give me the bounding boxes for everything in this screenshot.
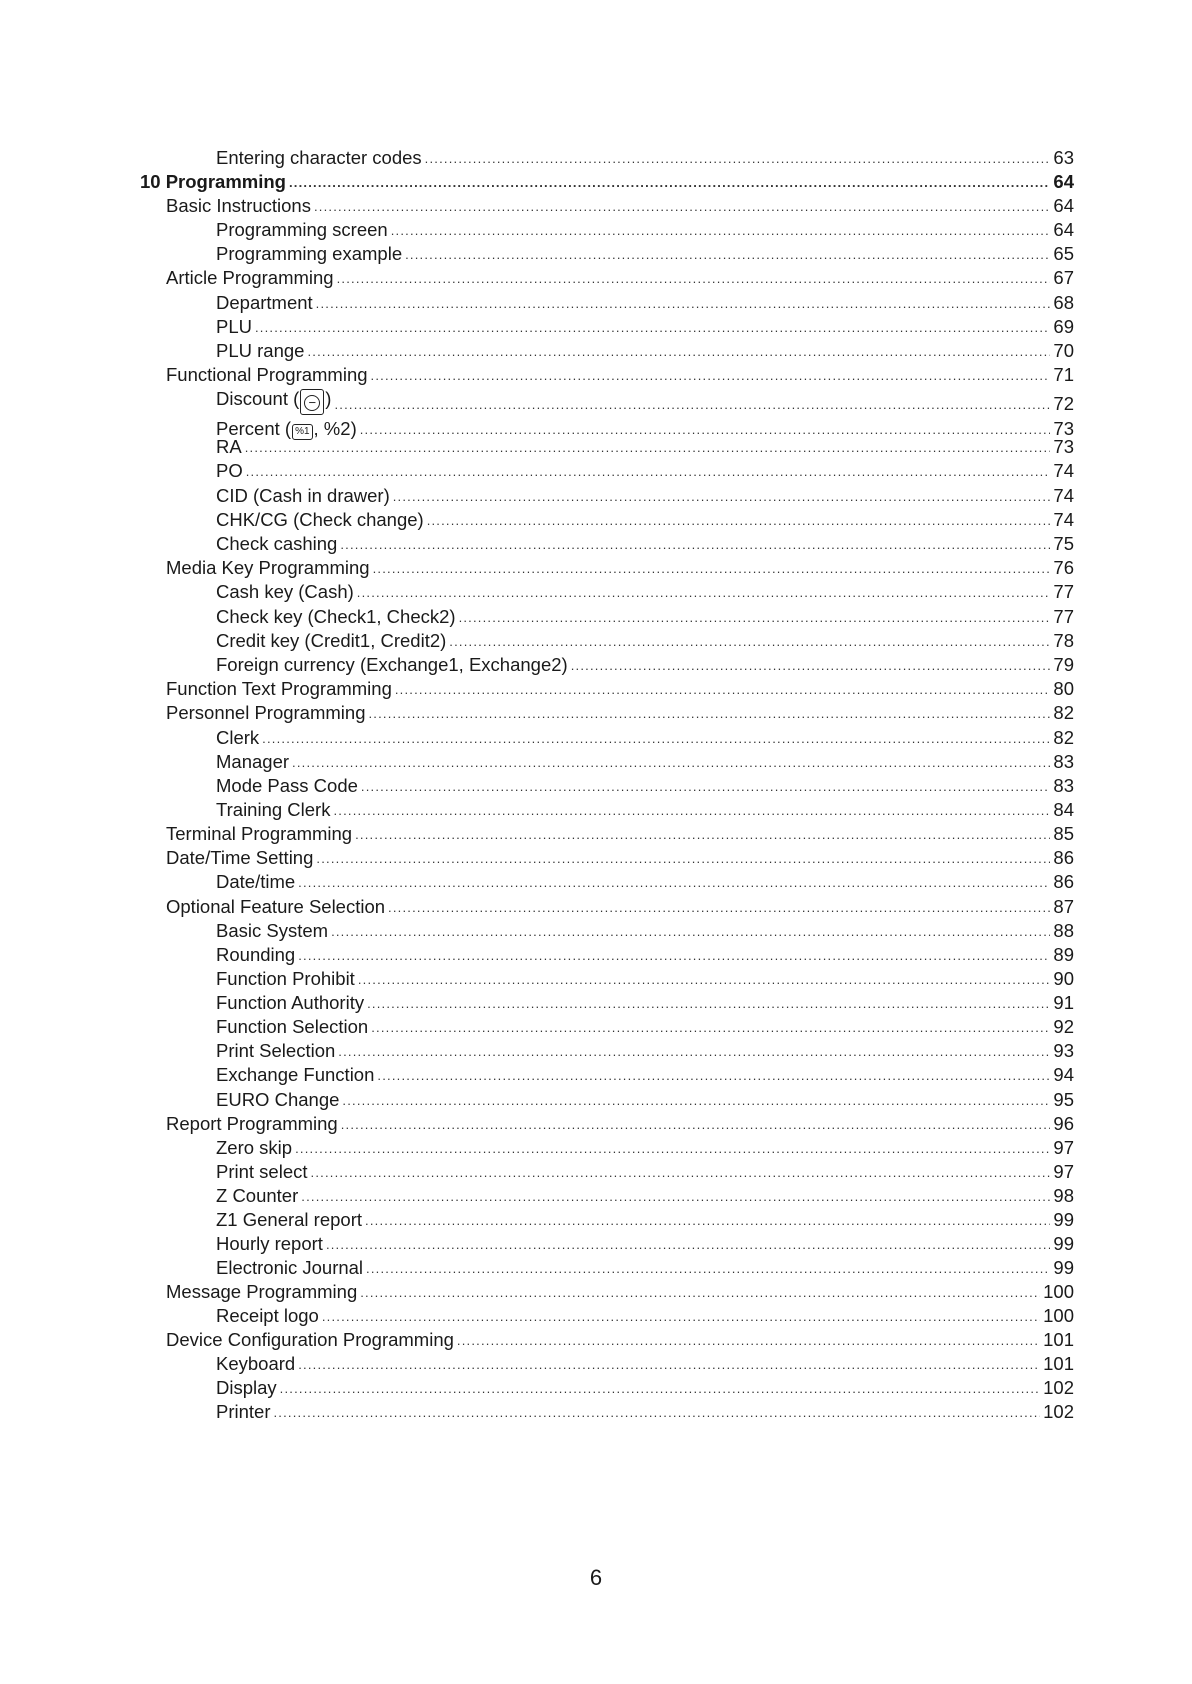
toc-entry bbox=[216, 1181, 1074, 1207]
toc-entry-title: Cash key (Cash) bbox=[216, 581, 354, 602]
toc-entry-page: 99 bbox=[1053, 1233, 1074, 1254]
toc-entry-title: Entering character codes bbox=[216, 147, 422, 168]
toc-entry-page: 91 bbox=[1053, 992, 1074, 1013]
toc-entry bbox=[216, 1133, 1074, 1159]
toc-entry-title: Manager bbox=[216, 751, 290, 772]
dot-leader bbox=[334, 397, 1050, 415]
toc-entry bbox=[216, 1060, 1074, 1086]
toc-entry bbox=[216, 626, 1074, 652]
toc-entry bbox=[166, 360, 1074, 386]
toc-entry-page: 72 bbox=[1053, 393, 1074, 414]
toc-entry-page: 75 bbox=[1053, 533, 1074, 554]
toc-entry-page: 79 bbox=[1053, 654, 1074, 675]
toc-entry-title: Print Selection bbox=[216, 1040, 336, 1061]
toc-entry-title: Mode Pass Code bbox=[216, 775, 358, 796]
toc-entry-title: Receipt logo bbox=[216, 1305, 319, 1326]
toc-entry bbox=[166, 698, 1074, 724]
toc-entry-page: 85 bbox=[1053, 823, 1074, 844]
toc-entry-title: Hourly report bbox=[216, 1233, 323, 1254]
toc-entry-page: 82 bbox=[1053, 702, 1074, 723]
toc-entry-page: 82 bbox=[1053, 727, 1074, 748]
toc-entry-page: 73 bbox=[1053, 418, 1074, 439]
toc-entry bbox=[216, 1036, 1074, 1062]
toc-entry-page: 96 bbox=[1053, 1113, 1074, 1134]
toc-entry-page: 94 bbox=[1053, 1064, 1074, 1085]
toc-entry-title: Zero skip bbox=[216, 1137, 293, 1158]
toc-entry bbox=[216, 143, 1074, 169]
toc-entry-title: Report Programming bbox=[166, 1113, 338, 1134]
toc-entry bbox=[166, 1277, 1074, 1303]
toc-entry-title: CID (Cash in drawer) bbox=[216, 485, 390, 506]
toc-entry bbox=[166, 191, 1074, 217]
toc-entry-page: 71 bbox=[1053, 364, 1074, 385]
page-number: 6 bbox=[589, 1565, 603, 1590]
toc-entry-title: Credit key (Credit1, Credit2) bbox=[216, 630, 447, 651]
toc-entry bbox=[216, 1253, 1074, 1279]
toc-entry-page: 99 bbox=[1053, 1209, 1074, 1230]
toc-entry-page: 73 bbox=[1053, 436, 1074, 457]
toc-entry-page: 77 bbox=[1053, 606, 1074, 627]
toc-entry-page: 99 bbox=[1053, 1257, 1074, 1278]
toc-entry bbox=[216, 1301, 1074, 1327]
toc-entry bbox=[166, 263, 1074, 289]
toc-entry bbox=[216, 723, 1074, 749]
toc-entry-page: 98 bbox=[1053, 1185, 1074, 1206]
toc-entry bbox=[166, 892, 1074, 918]
toc-entry bbox=[216, 1012, 1074, 1038]
toc-entry-page: 64 bbox=[1053, 195, 1074, 216]
toc-entry-page: 87 bbox=[1053, 896, 1074, 917]
toc-entry bbox=[216, 1349, 1074, 1375]
minus-circle-icon: − bbox=[304, 395, 320, 411]
toc-entry-page: 63 bbox=[1053, 147, 1074, 168]
toc-entry bbox=[216, 456, 1074, 482]
toc-entry-title: Clerk bbox=[216, 727, 260, 748]
dot-leader bbox=[357, 585, 1051, 603]
toc-entry-title-text: Discount bbox=[216, 388, 288, 409]
toc-entry-page: 76 bbox=[1053, 557, 1074, 578]
toc-entry-title: Device Configuration Programming bbox=[166, 1329, 454, 1350]
toc-entry-title: PLU range bbox=[216, 340, 305, 361]
toc-entry bbox=[166, 819, 1074, 845]
toc-entry-title: Printer bbox=[216, 1401, 271, 1422]
toc-entry bbox=[216, 771, 1074, 797]
toc-entry-title: Department bbox=[216, 292, 313, 313]
toc-entry bbox=[216, 577, 1074, 603]
toc-entry bbox=[216, 529, 1074, 555]
toc-entry bbox=[216, 432, 1074, 458]
toc-entry bbox=[166, 553, 1074, 579]
toc-entry-title: Function Prohibit bbox=[216, 968, 355, 989]
toc-entry-page: 83 bbox=[1053, 751, 1074, 772]
toc-entry bbox=[216, 1085, 1074, 1111]
dot-leader bbox=[337, 271, 1051, 289]
toc-entry bbox=[216, 867, 1074, 893]
toc-entry-title: Programming example bbox=[216, 243, 403, 264]
toc-entry-title: Z1 General report bbox=[216, 1209, 363, 1230]
toc-entry-title: Keyboard bbox=[216, 1353, 296, 1374]
toc-entry bbox=[216, 964, 1074, 990]
toc-entry-title: RA bbox=[216, 436, 242, 457]
toc-entry-title: PO bbox=[216, 460, 243, 481]
toc-entry-page: 101 bbox=[1043, 1329, 1074, 1350]
toc-entry-title: Date/Time Setting bbox=[166, 847, 314, 868]
toc-entry bbox=[216, 602, 1074, 628]
toc-entry bbox=[216, 1205, 1074, 1231]
dot-leader bbox=[274, 1405, 1041, 1423]
toc-entry-page: 86 bbox=[1053, 847, 1074, 868]
toc-entry-title: Functional Programming bbox=[166, 364, 368, 385]
toc-entry-title: Date/time bbox=[216, 871, 296, 892]
dot-leader bbox=[371, 368, 1051, 386]
toc-entry-page: 84 bbox=[1053, 799, 1074, 820]
toc-entry bbox=[216, 215, 1074, 241]
toc-entry-page: 64 bbox=[1053, 171, 1074, 192]
toc-entry-page: 70 bbox=[1053, 340, 1074, 361]
toc-entry-title: 10 Programming bbox=[140, 171, 286, 192]
toc-entry-page: 80 bbox=[1053, 678, 1074, 699]
toc-entry bbox=[216, 312, 1074, 338]
toc-entry-title: Function Text Programming bbox=[166, 678, 392, 699]
toc-entry-page: 67 bbox=[1053, 267, 1074, 288]
toc-entry-page: 92 bbox=[1053, 1016, 1074, 1037]
toc-entry-title: Foreign currency (Exchange1, Exchange2) bbox=[216, 654, 568, 675]
toc-entry bbox=[216, 389, 1074, 415]
toc-entry bbox=[216, 481, 1074, 507]
dot-leader bbox=[246, 464, 1051, 482]
toc-entry bbox=[216, 795, 1074, 821]
toc-entry-page: 69 bbox=[1053, 316, 1074, 337]
toc-entry-title: Optional Feature Selection bbox=[166, 896, 386, 917]
toc-entry-title: Percent ( %1 , %2) bbox=[216, 418, 357, 439]
discount-key-icon bbox=[300, 389, 324, 415]
toc-entry-page: 74 bbox=[1053, 509, 1074, 530]
toc-entry-page: 77 bbox=[1053, 581, 1074, 602]
toc-entry-title: Discount ( − ) bbox=[216, 388, 331, 415]
toc-entry bbox=[216, 239, 1074, 265]
toc-entry bbox=[166, 1109, 1074, 1135]
toc-entry-page: 102 bbox=[1043, 1401, 1074, 1422]
toc-entry-title: Article Programming bbox=[166, 267, 334, 288]
toc-entry-title: Programming screen bbox=[216, 219, 388, 240]
toc-entry-title: Check key (Check1, Check2) bbox=[216, 606, 456, 627]
toc-entry bbox=[140, 167, 1074, 193]
toc-entry-page: 100 bbox=[1043, 1281, 1074, 1302]
dot-leader bbox=[368, 706, 1050, 724]
toc-entry-title: Function Selection bbox=[216, 1016, 369, 1037]
toc-entry-title: Electronic Journal bbox=[216, 1257, 364, 1278]
toc-entry bbox=[216, 288, 1074, 314]
toc-entry bbox=[216, 336, 1074, 362]
toc-entry bbox=[166, 843, 1074, 869]
toc-entry bbox=[216, 916, 1074, 942]
toc-entry bbox=[216, 940, 1074, 966]
toc-entry-title: Message Programming bbox=[166, 1281, 358, 1302]
toc-entry-page: 102 bbox=[1043, 1377, 1074, 1398]
toc-entry bbox=[166, 674, 1074, 700]
toc-entry-page: 97 bbox=[1053, 1161, 1074, 1182]
toc-entry-title-text: Percent bbox=[216, 418, 280, 439]
dot-leader bbox=[377, 1068, 1050, 1086]
toc-entry-page: 97 bbox=[1053, 1137, 1074, 1158]
toc-entry-page: 89 bbox=[1053, 944, 1074, 965]
toc-entry-page: 68 bbox=[1053, 292, 1074, 313]
toc-entry-title: Exchange Function bbox=[216, 1064, 375, 1085]
toc-entry-title: Basic Instructions bbox=[166, 195, 311, 216]
toc-entry bbox=[166, 1325, 1074, 1351]
toc-entry bbox=[216, 1397, 1074, 1423]
toc-entry bbox=[216, 1229, 1074, 1255]
toc-entry-title: Function Authority bbox=[216, 992, 365, 1013]
toc-entry-title: Check cashing bbox=[216, 533, 338, 554]
toc-entry-page: 93 bbox=[1053, 1040, 1074, 1061]
toc-entry bbox=[216, 747, 1074, 773]
toc-entry-title: Training Clerk bbox=[216, 799, 331, 820]
toc-entry-title: Media Key Programming bbox=[166, 557, 370, 578]
toc-entry-page: 101 bbox=[1043, 1353, 1074, 1374]
toc-entry-title: EURO Change bbox=[216, 1089, 340, 1110]
dot-leader bbox=[298, 875, 1050, 893]
toc-entry-title: CHK/CG (Check change) bbox=[216, 509, 424, 530]
toc-entry-title: Z Counter bbox=[216, 1185, 299, 1206]
percent-key-icon: %1 bbox=[292, 424, 312, 440]
toc-entry bbox=[216, 1373, 1074, 1399]
toc-entry-title: Print select bbox=[216, 1161, 308, 1182]
toc-entry-page: 83 bbox=[1053, 775, 1074, 796]
toc-entry-page: 86 bbox=[1053, 871, 1074, 892]
toc-entry bbox=[216, 505, 1074, 531]
toc-entry-title: Terminal Programming bbox=[166, 823, 353, 844]
toc-entry bbox=[216, 1157, 1074, 1183]
toc-entry-title: Personnel Programming bbox=[166, 702, 366, 723]
toc-entry-page: 64 bbox=[1053, 219, 1074, 240]
toc-entry-page: 100 bbox=[1043, 1305, 1074, 1326]
toc-entry-page: 74 bbox=[1053, 460, 1074, 481]
toc-entry bbox=[216, 650, 1074, 676]
toc-entry-title: PLU bbox=[216, 316, 252, 337]
toc-entry-page: 65 bbox=[1053, 243, 1074, 264]
toc-entry-page: 88 bbox=[1053, 920, 1074, 941]
toc-entry-title: Basic System bbox=[216, 920, 329, 941]
toc-entry-page: 74 bbox=[1053, 485, 1074, 506]
toc-entry-title: Rounding bbox=[216, 944, 296, 965]
toc-entry-page: 90 bbox=[1053, 968, 1074, 989]
toc-entry-page: 95 bbox=[1053, 1089, 1074, 1110]
toc-entry bbox=[216, 988, 1074, 1014]
toc-entry-title-suffix: , %2 bbox=[313, 418, 351, 439]
toc-entry-page: 78 bbox=[1053, 630, 1074, 651]
toc-entry-title: Display bbox=[216, 1377, 277, 1398]
